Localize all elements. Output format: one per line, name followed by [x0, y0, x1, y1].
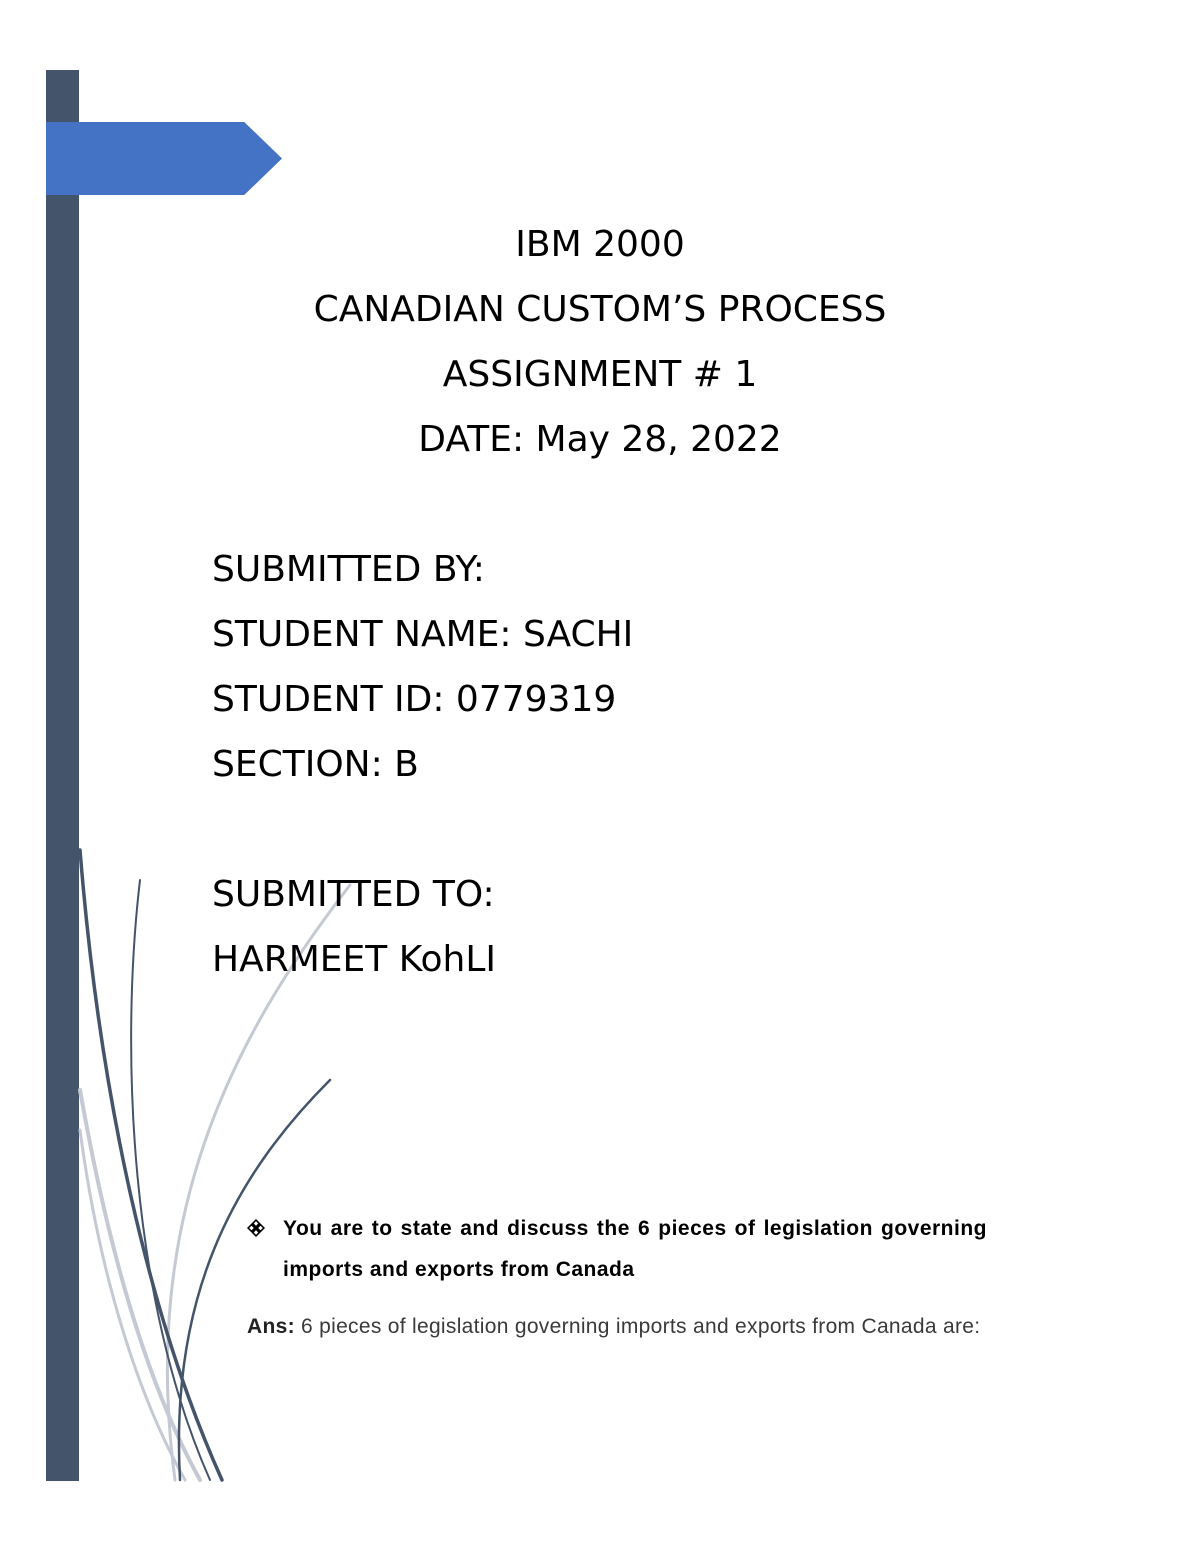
spacer — [212, 797, 633, 862]
assignment-date: DATE: May 28, 2022 — [418, 419, 782, 460]
student-name: STUDENT NAME: SACHI — [212, 614, 634, 655]
course-code: IBM 2000 — [515, 224, 685, 265]
answer-paragraph — [247, 1306, 987, 1347]
question-text: You are to state and discuss the 6 pieces of legislation governing imports and exports from Canada — [283, 1217, 987, 1281]
submitted-to-heading: SUBMITTED TO: — [212, 874, 495, 915]
submission-info — [212, 537, 633, 992]
submitted-by-heading: SUBMITTED BY: — [212, 549, 485, 590]
student-id: STUDENT ID: 0779319 — [212, 679, 617, 720]
diamond-bullet-icon — [247, 1219, 265, 1237]
section: SECTION: B — [212, 744, 419, 785]
title-block — [0, 212, 1200, 472]
question-item — [247, 1208, 987, 1290]
instructor-name: HARMEET KohLI — [212, 939, 497, 980]
course-subject: CANADIAN CUSTOM’S PROCESS — [313, 289, 887, 330]
answer-text: 6 pieces of legislation governing imports and exports from Canada are: — [294, 1315, 981, 1338]
swirl-line-dark-1 — [80, 850, 222, 1480]
answer-label: Ans: — [247, 1315, 295, 1338]
assignment-number: ASSIGNMENT # 1 — [442, 354, 758, 395]
swirl-line-light-1 — [80, 1090, 200, 1480]
